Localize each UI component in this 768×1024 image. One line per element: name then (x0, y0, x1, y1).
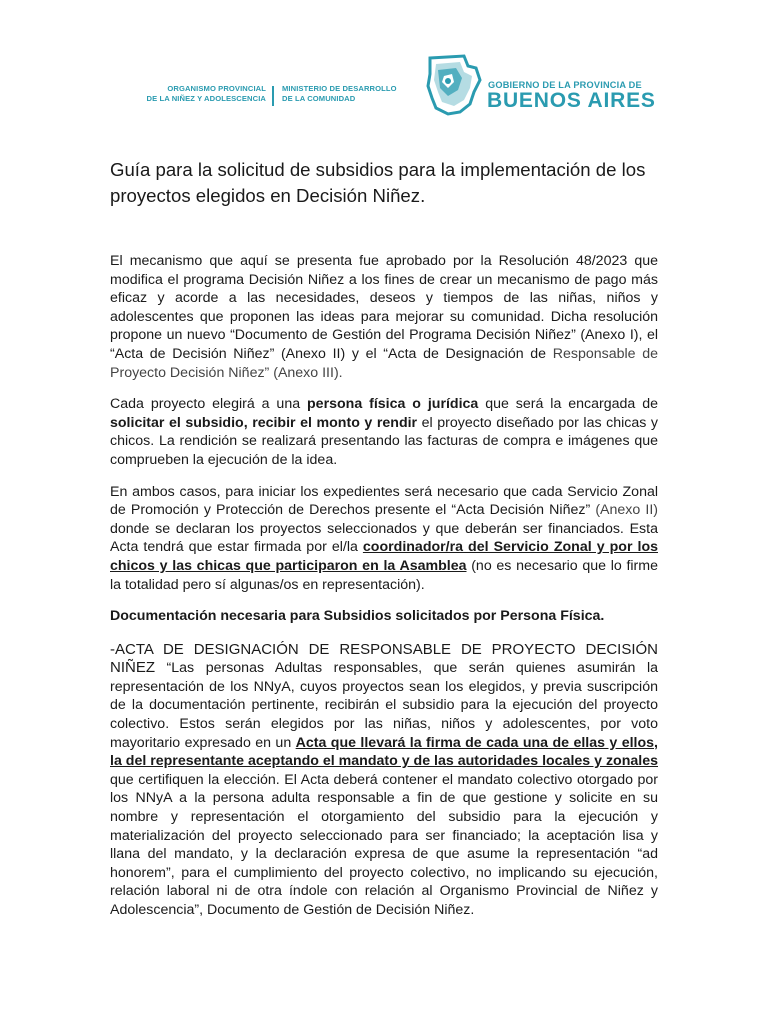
p3-bold-underline: coordinador/ra del Servicio Zonal y por los chicos y las chicas que participaron en la Asamblea (110, 539, 658, 574)
p3-text-3: (no es necesario que lo firme la totalidad pero sí algunas/os en representación). (110, 557, 658, 593)
org-right-line1: MINISTERIO DE DESARROLLO (282, 84, 397, 93)
buenos-aires-province-map-icon (424, 52, 482, 116)
p4-caps-title: -ACTA DE DESIGNACIÓN DE RESPONSABLE DE PROYECTO DECISIÓN NIÑEZ (110, 640, 658, 677)
p4-text-2: que certifiquen la elección. El Acta deberá contener el mandato colectivo otorgado por los NNyA a la persona adulta responsable a fin de que gestione y solicite en su nombre y representación el otorgamiento del subsidio para la ejecución y materialización del proyecto seleccionado para ser financiado; la aceptación lisa y llana del mandato, y la declaración expresa de que asume la representación “ad honorem”, para el cumplimiento del proyecto colectivo, no implicando su ejecución, relación laboral ni de otra índole con relación al Organismo Provincial de Niñez y Adolescencia”, Documento de Gestión de Decisión Niñez. (110, 771, 658, 918)
org-separator (272, 86, 274, 106)
p2-text-2: que será la encargada de (478, 396, 658, 413)
p2-text-1: Cada proyecto elegirá a una (110, 396, 308, 413)
org-right-line2: DE LA COMUNIDAD (282, 94, 356, 103)
paragraph-acta-designacion (110, 641, 658, 920)
p1-anexo-iii: Responsable de Proyecto Decisión Niñez” (Anexo III). (110, 345, 658, 381)
org-left-line2: DE LA NIÑEZ Y ADOLESCENCIA (146, 94, 266, 103)
organismo-provincial-label (132, 84, 266, 104)
paragraph-responsable (110, 395, 658, 469)
buenos-aires-wordmark: BUENOS AIRES (487, 89, 656, 112)
paragraph-expedientes (110, 483, 658, 595)
document-title: Guía para la solicitud de subsidios para la implementación de los proyectos elegidos en Decisión Niñez. (110, 159, 646, 206)
p3-anexo-ii: (Anexo II) (595, 502, 658, 519)
p2-bold-1: persona física o jurídica (307, 396, 479, 413)
p3-text-1: En ambos casos, para iniciar los expedientes será necesario que cada Servicio Zonal de Promoción y Protección de Derechos presente el “Acta Decisión Niñez” (110, 483, 658, 519)
p1-text: El mecanismo que aquí se presenta fue aprobado por la Resolución 48/2023 que modifica el programa Decisión Niñez a los fines de crear un mecanismo de pago más eficaz y acorde a las necesidades, deseos y tiempos de las niñas, niños y adolescentes que proponen las ideas para mejorar su comunidad. Dicha resolución propone un nuevo “Documento de Gestión del Programa Decisión Niñez” (Anexo I), el “Acta de Decisión Niñez” (Anexo II) y el “Acta de Designación de (110, 253, 658, 362)
p3-text-2: donde se declaran los proyectos seleccionados y que deberán ser financiados. Esta Acta tendrá que estar firmada por el/la (110, 520, 658, 556)
p4-text-1: “Las personas Adultas responsables, que serán quienes asumirán la representación de los NNyA, cuyos proyectos sean los elegidos, y previa suscripción de la documentación pertinente, recibirán el subsidio para la ejecución del proyecto colectivo. Estos serán elegidos por las niñas, niños y adolescentes, por voto mayoritario expresado en un (110, 660, 658, 751)
p4-bold-underline: Acta que llevará la firma de cada una de ellas y ellos, la del representante aceptando el mandato y de las autoridades locales y zonales (110, 734, 658, 770)
letterhead (0, 0, 768, 130)
p2-bold-2: solicitar el subsidio, recibir el monto y rendir (110, 414, 418, 431)
p2-text-3: el proyecto diseñado por las chicas y chicos. La rendición se realizará presentando las facturas de compra e imágenes que comprueben la ejecución de la idea. (110, 414, 658, 468)
paragraph-resolution (110, 252, 658, 382)
ministerio-label (282, 84, 412, 104)
gobierno-label: GOBIERNO DE LA PROVINCIA DE (488, 80, 642, 90)
document-body (110, 252, 658, 933)
org-left-line1: ORGANISMO PROVINCIAL (167, 84, 266, 93)
section-heading-persona-fisica: Documentación necesaria para Subsidios solicitados por Persona Física. (110, 608, 605, 625)
